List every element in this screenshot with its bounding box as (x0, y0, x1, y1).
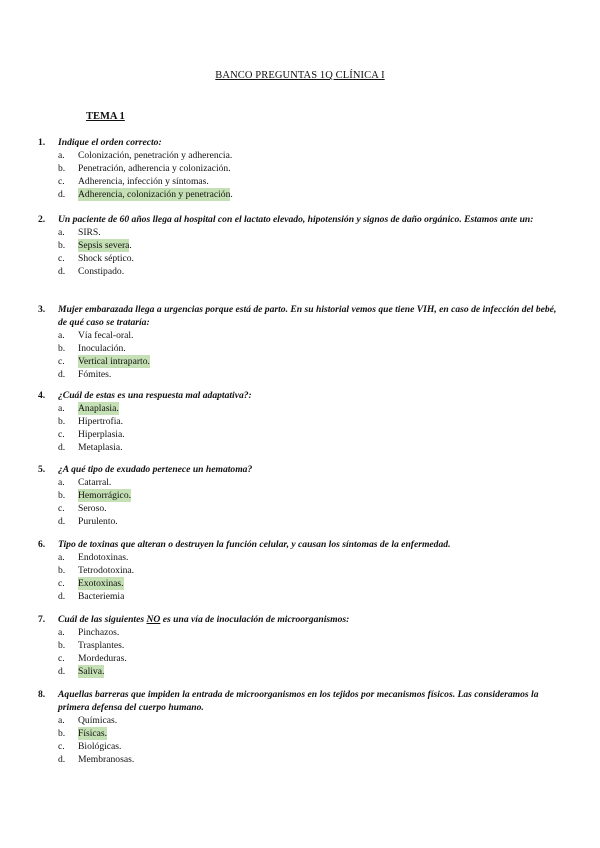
correct-answer-highlight: Sepsis severa (78, 240, 130, 251)
correct-answer-highlight: Anaplasia. (78, 403, 119, 414)
option-text: Químicas. (78, 715, 118, 726)
question-4 (38, 389, 558, 454)
option-text: Mordeduras. (78, 653, 127, 664)
question-number: 3. (38, 304, 46, 315)
option-text: Metaplasia. (78, 442, 123, 453)
option-a (58, 626, 558, 639)
option-letter: c. (58, 176, 65, 187)
option-letter: b. (58, 163, 66, 174)
option-b (58, 639, 558, 652)
option-letter: c. (58, 741, 65, 752)
option-d (58, 368, 558, 381)
correct-answer-highlight: Exotoxinas. (78, 578, 124, 589)
option-b (58, 564, 558, 577)
option-letter: d. (58, 516, 66, 527)
option-text: Shock séptico. (78, 253, 134, 264)
option-a (58, 476, 558, 489)
question-3 (38, 303, 558, 381)
option-letter: a. (58, 403, 65, 414)
option-letter: d. (58, 369, 66, 380)
option-letter: b. (58, 416, 66, 427)
document-title: BANCO PREGUNTAS 1Q CLÍNICA I (215, 70, 385, 81)
option-text: Colonización, penetración y adherencia. (78, 150, 233, 161)
question-5 (38, 463, 558, 528)
question-1 (38, 136, 558, 201)
option-text: Catarral. (78, 477, 112, 488)
option-b (58, 162, 558, 175)
option-c (58, 577, 558, 590)
option-d (58, 665, 558, 678)
option-a (58, 402, 558, 415)
option-text: Trasplantes. (78, 640, 125, 651)
question-text-part: es una vía de inoculación de microorganismos: (160, 614, 350, 625)
option-text: Hiperplasia. (78, 429, 125, 440)
question-7 (38, 613, 558, 678)
option-text: Inoculación. (78, 343, 126, 354)
option-letter: d. (58, 666, 66, 677)
option-c (58, 175, 558, 188)
option-suffix: . (230, 189, 233, 200)
option-letter: b. (58, 240, 66, 251)
option-letter: c. (58, 253, 65, 264)
option-letter: a. (58, 150, 65, 161)
option-text: Adherencia, infección y síntomas. (78, 176, 209, 187)
question-2 (38, 213, 558, 278)
question-text: ¿A qué tipo de exudado pertenece un hematoma? (58, 464, 253, 475)
option-letter: c. (58, 503, 65, 514)
option-b (58, 489, 558, 502)
option-letter: a. (58, 477, 65, 488)
option-letter: c. (58, 429, 65, 440)
option-letter: d. (58, 266, 66, 277)
option-a (58, 551, 558, 564)
correct-answer-highlight: Saliva. (78, 666, 105, 677)
option-letter: b. (58, 565, 66, 576)
option-d (58, 265, 558, 278)
correct-answer-highlight: Vertical intraparto. (78, 356, 150, 367)
option-letter: b. (58, 728, 66, 739)
question-6 (38, 538, 558, 603)
option-text: Constipado. (78, 266, 125, 277)
option-c (58, 740, 558, 753)
question-text: Indique el orden correcto: (58, 137, 162, 148)
option-c (58, 652, 558, 665)
option-text: Biológicas. (78, 741, 122, 752)
option-text: Membranosas. (78, 754, 135, 765)
question-text: Un paciente de 60 años llega al hospital con el lactato elevado, hipotensión y signos de daño orgánico. Estamos ante un: (58, 214, 534, 225)
option-letter: c. (58, 356, 65, 367)
option-letter: a. (58, 552, 65, 563)
question-number: 2. (38, 214, 46, 225)
option-text: Pinchazos. (78, 627, 120, 638)
option-a (58, 329, 558, 342)
option-b (58, 415, 558, 428)
option-b (58, 342, 558, 355)
option-c (58, 502, 558, 515)
option-letter: a. (58, 227, 65, 238)
option-letter: d. (58, 189, 66, 200)
correct-answer-highlight: Adherencia, colonización y penetración (78, 189, 231, 200)
option-letter: d. (58, 591, 66, 602)
option-a (58, 714, 558, 727)
question-number: 8. (38, 689, 46, 700)
option-text: Endotoxinas. (78, 552, 129, 563)
option-c (58, 252, 558, 265)
option-d (58, 753, 558, 766)
question-number: 4. (38, 390, 46, 401)
section-title: TEMA 1 (86, 111, 125, 122)
option-text: SIRS. (78, 227, 101, 238)
option-d (58, 188, 558, 201)
option-letter: d. (58, 442, 66, 453)
option-a (58, 226, 558, 239)
option-letter: a. (58, 330, 65, 341)
question-text-part: Cuál de las siguientes (58, 614, 147, 625)
option-letter: b. (58, 490, 66, 501)
option-text: Vía fecal-oral. (78, 330, 134, 341)
question-text (58, 613, 349, 626)
option-a (58, 149, 558, 162)
option-text: Fómites. (78, 369, 112, 380)
option-text: Seroso. (78, 503, 107, 514)
question-text: Aquellas barreras que impiden la entrada de microorganismos en los tejidos por mecanismos físicos. Las consideramos la primera defensa del cuerpo humano. (58, 689, 539, 713)
correct-answer-highlight: Hemorrágico. (78, 490, 132, 501)
question-number: 6. (38, 539, 46, 550)
question-text-underlined: NO (146, 614, 161, 625)
option-text: Penetración, adherencia y colonización. (78, 163, 231, 174)
option-text: Hipertrofia. (78, 416, 124, 427)
option-letter: c. (58, 578, 65, 589)
option-suffix: . (129, 240, 132, 251)
question-text: Tipo de toxinas que alteran o destruyen la función celular, y causan los síntomas de la enfermedad. (58, 539, 451, 550)
option-letter: a. (58, 627, 65, 638)
question-number: 1. (38, 137, 46, 148)
option-c (58, 428, 558, 441)
option-b (58, 727, 558, 740)
option-text: Bacteriemia (78, 591, 125, 602)
option-text: Purulento. (78, 516, 118, 527)
option-letter: b. (58, 640, 66, 651)
option-d (58, 441, 558, 454)
option-b (58, 239, 558, 252)
option-text: Tetrodotoxina. (78, 565, 135, 576)
option-d (58, 590, 558, 603)
option-c (58, 355, 558, 368)
option-letter: b. (58, 343, 66, 354)
option-letter: a. (58, 715, 65, 726)
question-number: 5. (38, 464, 46, 475)
question-text: Mujer embarazada llega a urgencias porque está de parto. En su historial vemos que tiene VIH, en caso de infección del bebé, de qué caso se trataría: (58, 304, 557, 328)
option-letter: c. (58, 653, 65, 664)
question-number: 7. (38, 614, 46, 625)
question-8 (38, 688, 558, 766)
option-letter: d. (58, 754, 66, 765)
option-d (58, 515, 558, 528)
question-text: ¿Cuál de estas es una respuesta mal adaptativa?: (58, 390, 252, 401)
correct-answer-highlight: Físicas. (78, 728, 108, 739)
